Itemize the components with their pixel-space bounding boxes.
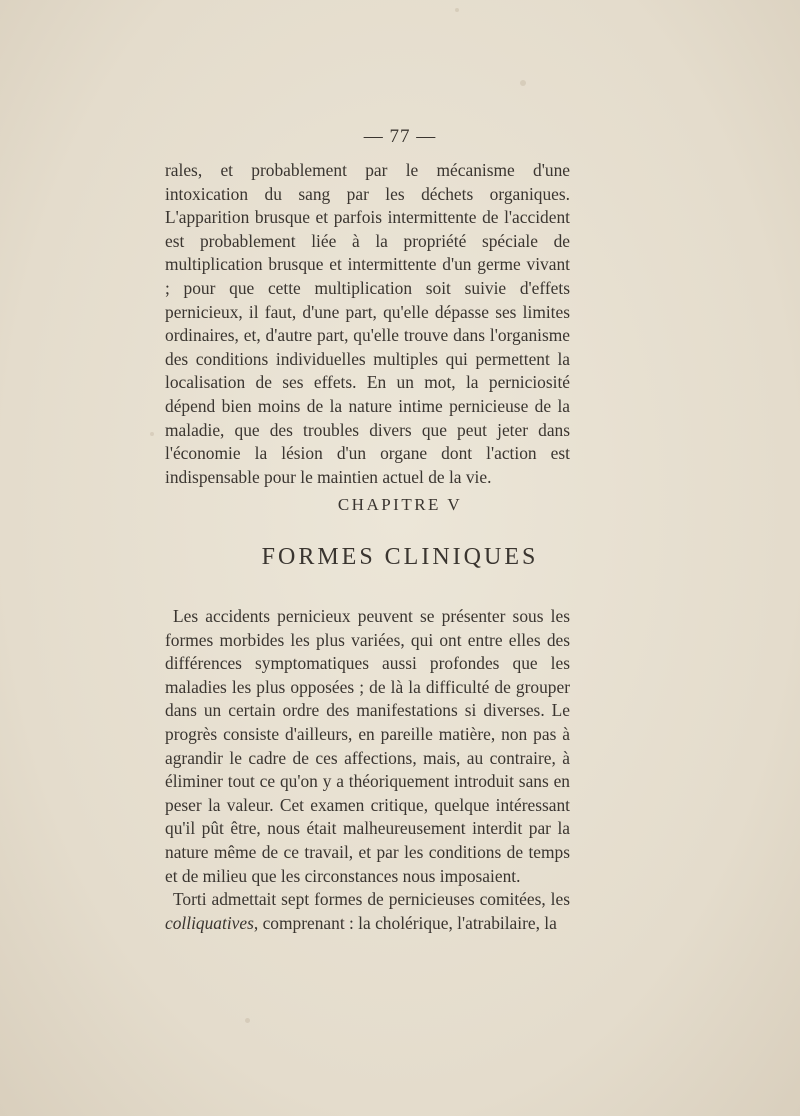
paper-stain <box>245 1018 250 1023</box>
paper-stain <box>455 8 459 12</box>
page-number: — 77 — <box>363 126 437 147</box>
text-block-top <box>165 159 570 489</box>
paragraph-3-italic-term: colliquatives <box>165 912 254 933</box>
paper-stain <box>520 80 526 86</box>
text-block-bottom <box>165 605 570 935</box>
paragraph-1: rales, et probablement par le mécanisme d'une intoxication du sang par les déchets organiques. L'apparition brusque et parfois intermittente de l'accident est probablement liée à la propriété spéciale de multiplication brusque et intermittente d'un germe vivant ; pour que cette multiplication soit suivie d'effets pernicieux, il faut, d'une part, qu'elle dépasse ses limites ordinaires, et, d'autre part, qu'elle trouve dans l'organisme des conditions individuelles multiples qui permettent la localisation de ses effets. En un mot, la perniciosité dépend bien moins de la nature intime pernicieuse de la maladie, que des troubles divers que peut jeter dans l'économie la lésion d'un organe dont l'action est indispensable pour le maintien actuel de la vie. <box>165 160 570 487</box>
chapter-label: CHAPITRE V <box>337 495 463 514</box>
paper-stain <box>150 432 154 436</box>
paragraph-3 <box>165 888 570 935</box>
paragraph-2: Les accidents pernicieux peuvent se présenter sous les formes morbides les plus variées, qui ont entre elles des différences symptomatiques aussi profondes que les maladies les plus opposées ; de là la difficulté de grouper dans un certain ordre des manifestations si diverses. Le progrès consiste d'ailleurs, en pareille matière, non pas à agrandir le cadre de ces affections, mais, au contraire, à éliminer tout ce qu'on y a théoriquement introduit sans en peser la valeur. Cet examen critique, quelque intéressant qu'il pût être, nous était malheureusement interdit par la nature même de ce travail, et par les conditions de temps et de milieu que les circonstances nous imposaient. <box>165 606 570 886</box>
paragraph-3-end: , comprenant : la cholérique, l'atrabilaire, la <box>253 912 557 933</box>
paragraph-3-start: Torti admettait sept formes de pernicieuses comitées, les <box>173 889 570 910</box>
chapter-title: FORMES CLINIQUES <box>261 544 539 570</box>
